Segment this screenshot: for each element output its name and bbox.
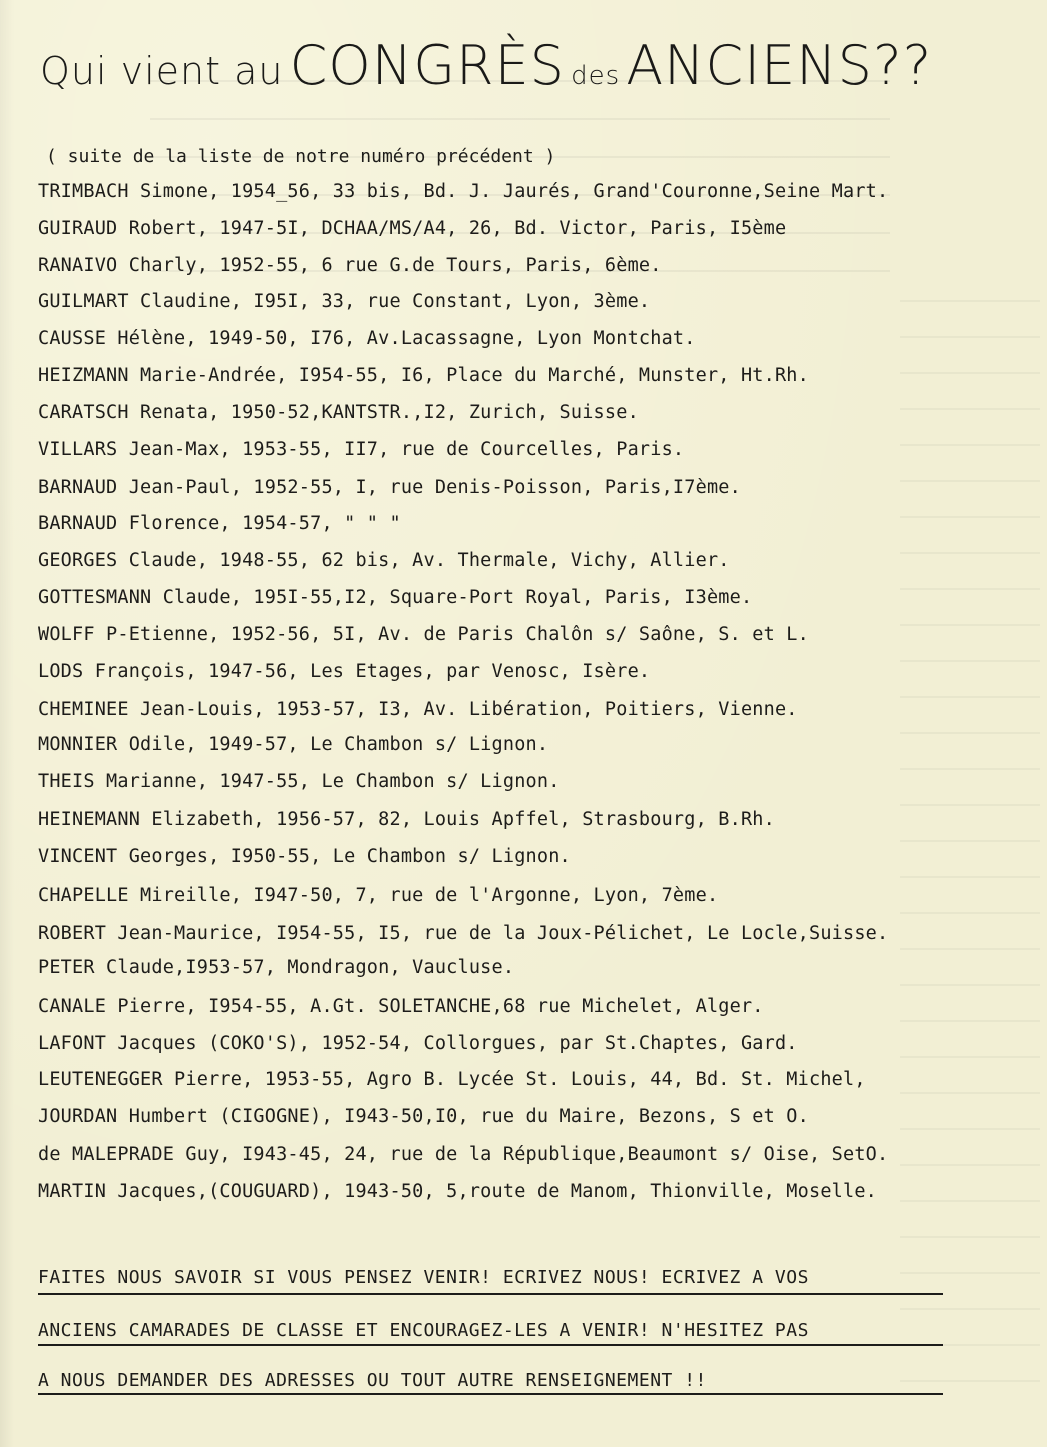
- underline-1: [38, 1293, 943, 1295]
- list-item: BARNAUD Florence, 1954-57, " " ": [38, 513, 401, 534]
- notice-line-2: ANCIENS CAMARADES DE CLASSE ET ENCOURAGEZ-LES A VENIR! N'HESITEZ PAS: [38, 1320, 809, 1341]
- list-item: LODS François, 1947-56, Les Etages, par Venosc, Isère.: [38, 661, 651, 682]
- underline-3: [38, 1393, 943, 1395]
- title-part-3: des: [571, 61, 621, 91]
- list-item: LEUTENEGGER Pierre, 1953-55, Agro B. Lycée St. Louis, 44, Bd. St. Michel,: [38, 1069, 866, 1090]
- notice-line-1: FAITES NOUS SAVOIR SI VOUS PENSEZ VENIR! ECRIVEZ NOUS! ECRIVEZ A VOS: [38, 1267, 809, 1288]
- list-item: CANALE Pierre, I954-55, A.Gt. SOLETANCHE,68 rue Michelet, Alger.: [38, 996, 764, 1017]
- list-item: VILLARS Jean-Max, 1953-55, II7, rue de Courcelles, Paris.: [38, 439, 685, 460]
- list-item: ROBERT Jean-Maurice, I954-55, I5, rue de la Joux-Pélichet, Le Locle,Suisse.: [38, 923, 889, 944]
- list-item: RANAIVO Charly, 1952-55, 6 rue G.de Tours, Paris, 6ème.: [38, 255, 662, 276]
- title-part-4: ANCIENS??: [626, 34, 933, 97]
- list-item: de MALEPRADE Guy, I943-45, 24, rue de la République,Beaumont s/ Oise, SetO.: [38, 1144, 889, 1165]
- list-item: GOTTESMANN Claude, 195I-55,I2, Square-Port Royal, Paris, I3ème.: [38, 587, 753, 608]
- subtitle: ( suite de la liste de notre numéro précédent ): [46, 146, 556, 167]
- list-item: HEINEMANN Elizabeth, 1956-57, 82, Louis Apffel, Strasbourg, B.Rh.: [38, 809, 775, 830]
- list-item: THEIS Marianne, 1947-55, Le Chambon s/ Lignon.: [38, 771, 560, 792]
- list-item: WOLFF P-Etienne, 1952-56, 5I, Av. de Paris Chalôn s/ Saône, S. et L.: [38, 624, 809, 645]
- list-item: MARTIN Jacques,(COUGUARD), 1943-50, 5,route de Manom, Thionville, Moselle.: [38, 1181, 878, 1202]
- list-item: CARATSCH Renata, 1950-52,KANTSTR.,I2, Zurich, Suisse.: [38, 402, 639, 423]
- list-item: CAUSSE Hélène, 1949-50, I76, Av.Lacassagne, Lyon Montchat.: [38, 328, 696, 349]
- list-item: GUILMART Claudine, I95I, 33, rue Constant, Lyon, 3ème.: [38, 291, 651, 312]
- list-item: GEORGES Claude, 1948-55, 62 bis, Av. Thermale, Vichy, Allier.: [38, 550, 730, 571]
- list-item: LAFONT Jacques (COKO'S), 1952-54, Collorgues, par St.Chaptes, Gard.: [38, 1033, 798, 1054]
- notice-line-3: A NOUS DEMANDER DES ADRESSES OU TOUT AUTRE RENSEIGNEMENT !!: [38, 1370, 707, 1391]
- list-item: JOURDAN Humbert (CIGOGNE), I943-50,I0, rue du Maire, Bezons, S et O.: [38, 1106, 809, 1127]
- page-title: [40, 34, 1020, 114]
- list-item: VINCENT Georges, I950-55, Le Chambon s/ Lignon.: [38, 846, 571, 867]
- underline-2: [38, 1344, 943, 1346]
- list-item: MONNIER Odile, 1949-57, Le Chambon s/ Lignon.: [38, 734, 549, 755]
- list-item: HEIZMANN Marie-Andrée, I954-55, I6, Place du Marché, Munster, Ht.Rh.: [38, 365, 809, 386]
- list-item: GUIRAUD Robert, 1947-5I, DCHAA/MS/A4, 26, Bd. Victor, Paris, I5ème: [38, 218, 787, 239]
- bleed-through-texture-right: [900, 300, 1040, 1400]
- title-part-2: CONGRÈS: [289, 34, 565, 97]
- title-part-1: Qui vient au: [40, 49, 284, 93]
- list-item: CHEMINEE Jean-Louis, 1953-57, I3, Av. Libération, Poitiers, Vienne.: [38, 699, 798, 720]
- list-item: TRIMBACH Simone, 1954_56, 33 bis, Bd. J. Jaurés, Grand'Couronne,Seine Mart.: [38, 181, 889, 202]
- list-item: BARNAUD Jean-Paul, 1952-55, I, rue Denis-Poisson, Paris,I7ème.: [38, 477, 741, 498]
- list-item: PETER Claude,I953-57, Mondragon, Vaucluse.: [38, 957, 515, 978]
- list-item: CHAPELLE Mireille, I947-50, 7, rue de l'Argonne, Lyon, 7ème.: [38, 885, 719, 906]
